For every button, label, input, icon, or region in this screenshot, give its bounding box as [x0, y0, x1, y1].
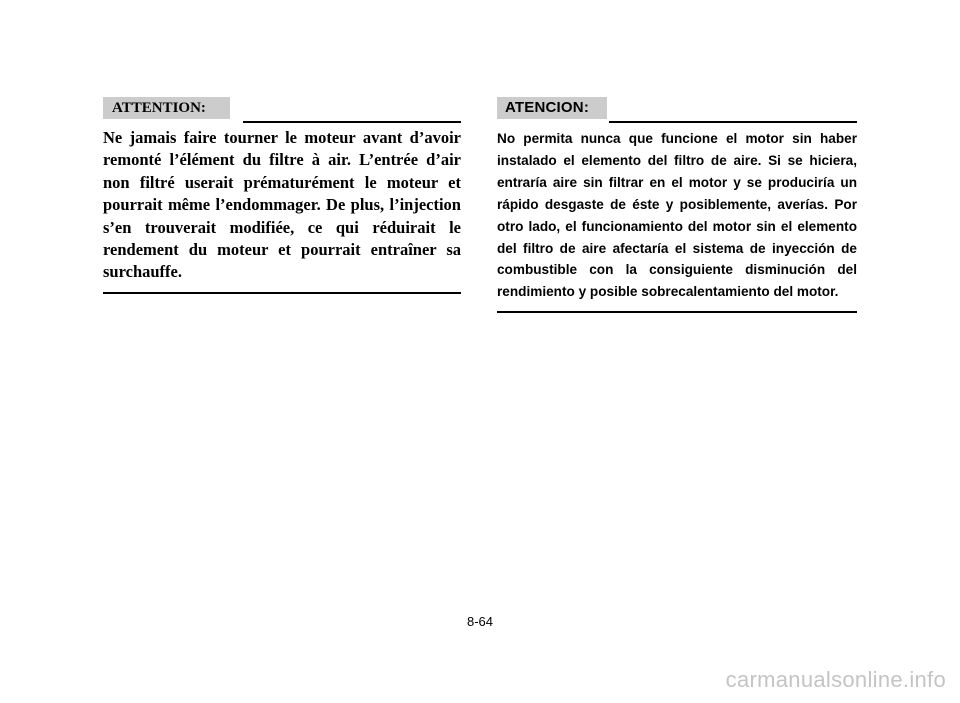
french-attention-section — [103, 97, 461, 294]
french-heading-row — [103, 97, 461, 121]
attention-text-fr: Ne jamais faire tourner le moteur avant d’avoir remonté l’élément du filtre à air. L’entrée d’air non filtré userait prématurément le moteur et pourrait même l’endommager. De plus, l’injection s’en trouverait modifiée, ce qui réduirait le rendement du moteur et pourrait entraîner sa surchauffe. — [103, 128, 461, 282]
heading-rule-fr — [243, 121, 461, 123]
closing-rule-fr — [103, 292, 461, 294]
attention-badge-fr: ATTENTION: — [103, 97, 230, 119]
closing-rule-es — [497, 311, 857, 313]
attention-text-es: No permita nunca que funcione el motor sin haber instalado el elemento del filtro de aire. Si se hiciera, entraría aire sin filtrar en el motor y se produciría un rápido desgaste de éste y posiblemente, averías. Por otro lado, el funcionamiento del motor sin el elemento del filtro de aire afectaría el sistema de inyección de combustible con la consiguiente disminución del rendimiento y posible sobrecalentamiento del motor. — [497, 131, 857, 300]
heading-rule-es — [609, 121, 857, 123]
spanish-heading-row — [497, 97, 857, 121]
attention-badge-es: ATENCION: — [497, 97, 607, 119]
watermark-link[interactable]: carmanualsonline.info — [725, 667, 946, 692]
page-number: 8-64 — [466, 614, 494, 629]
spanish-attention-section — [497, 97, 857, 313]
